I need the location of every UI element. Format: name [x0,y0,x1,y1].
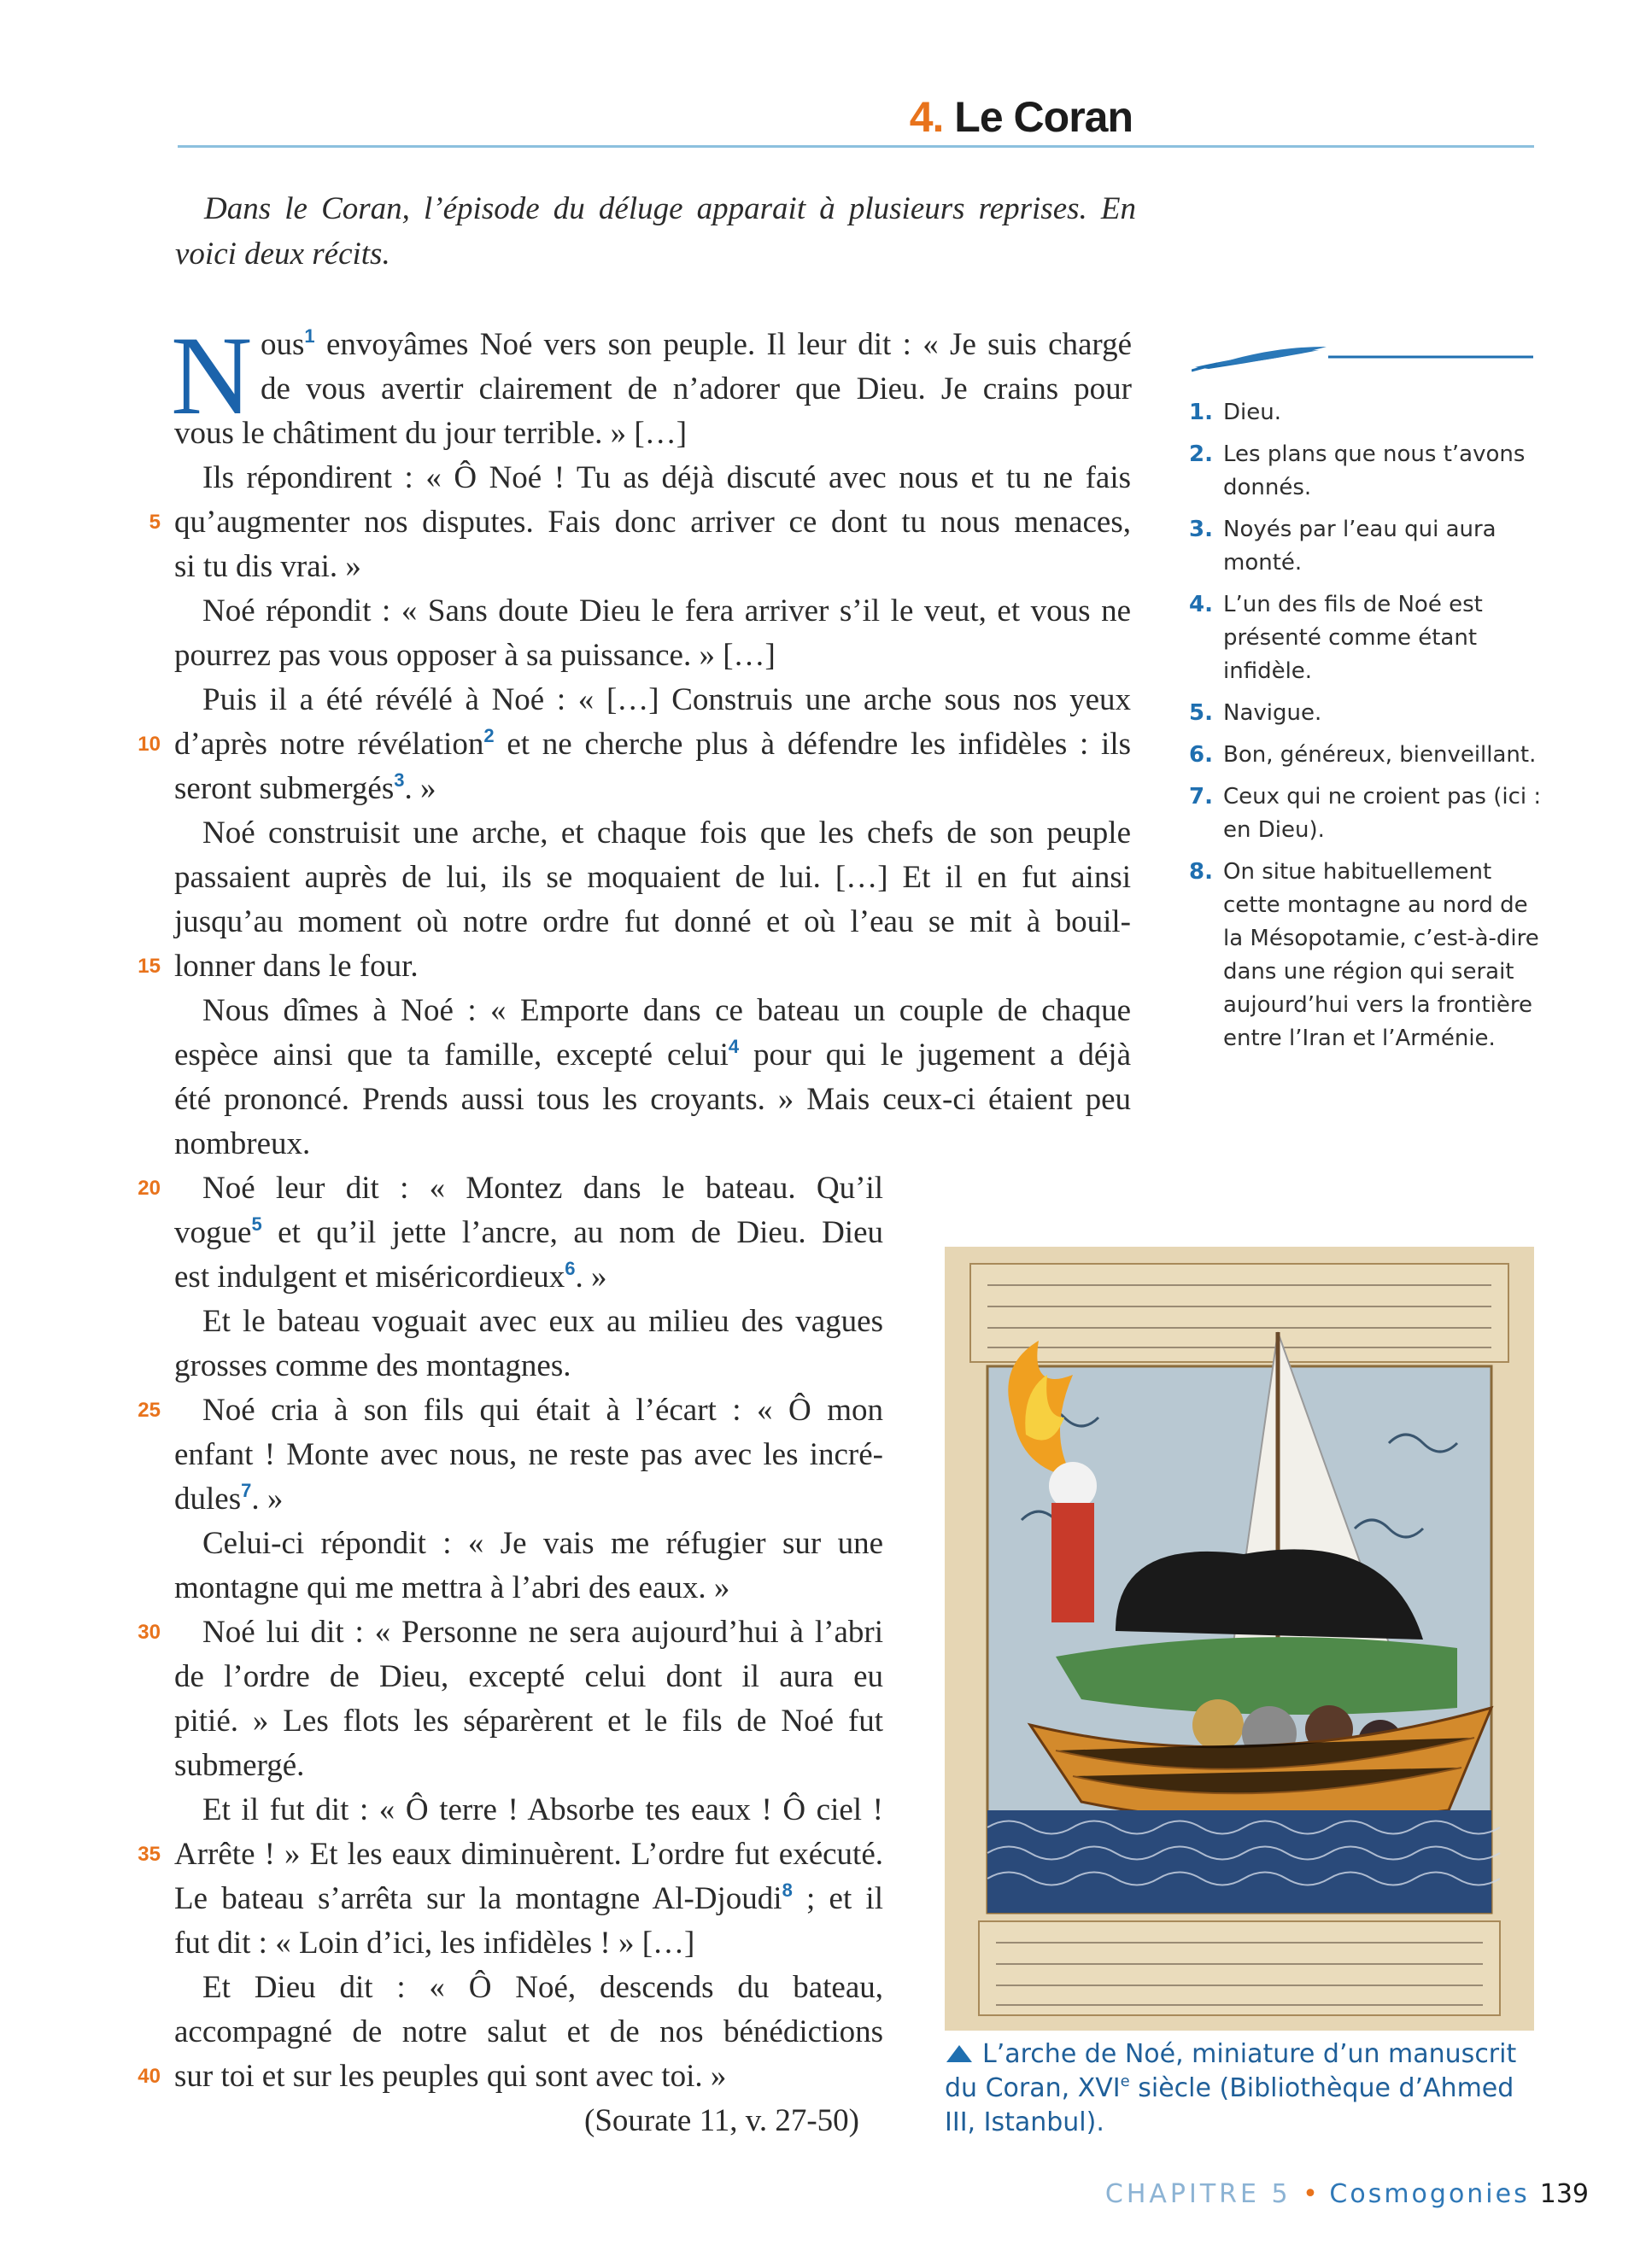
text-line-11: seront submergés$^3$. » [174,769,436,806]
drop-cap: N [171,313,253,438]
text-line-20: Noé leur dit : « Montez dans le bateau. Qu’il [202,1171,883,1206]
text-line-13: passaient auprès de lui, ils se moquaient de lui. […] Et il en fut ainsi [174,860,1131,895]
text-line-5: qu’augmenter nos disputes. Fais donc arriver ce dont tu nous menaces, [174,505,1131,540]
text-line-22: est indulgent et miséricordieux$^6$. » [174,1258,607,1295]
footer-section: Cosmogonies [1329,2179,1530,2209]
footnote-mark-4[interactable]: 4 [728,1036,740,1057]
footnotes-list [1189,396,1548,1064]
quill-divider-icon [1192,340,1533,374]
text-line-26: enfant ! Monte avec nous, ne reste pas avec les incré- [174,1437,883,1472]
text-line-1: ous$^1$ envoyâmes Noé vers son peuple. Il leur dit : « Je suis chargé [261,325,1132,362]
text-line-2: de vous avertir clairement de n’adorer que Dieu. Je crains pour [261,371,1132,406]
footnote-8: 8. On situe habituellement cette montagne au nord de la Mésopotamie, c’est-à-dire dans une région qui serait aujourd’hui vers la frontière entre l’Iran et l’Arménie. [1189,859,1539,1051]
image-caption: L’arche de Noé, miniature d’un manuscrit du Coran, XVIe siècle (Bibliothèque d’Ahmed III, Istanbul). [945,2039,1517,2137]
text-line-35: Arrête ! » Et les eaux diminuèrent. L’ordre fut exécuté. [174,1837,883,1872]
page-footer [1105,2179,1589,2209]
text-line-24: grosses comme des montagnes. [174,1348,571,1383]
text-line-31: de l’ordre de Dieu, excepté celui dont il aura eu [174,1659,883,1694]
section-number: 4. [909,93,944,141]
line-number: 10 [138,733,161,756]
section-heading [910,92,1133,142]
text-line-25: Noé cria à son fils qui était à l’écart : « Ô mon [202,1393,883,1428]
line-number: 20 [138,1177,161,1200]
footnote-3: 3. Noyés par l’eau qui aura monté. [1189,517,1496,576]
line-number: 40 [138,2065,161,2088]
text-line-28: Celui-ci répondit : « Je vais me réfugier sur une [202,1526,883,1561]
footnote-mark-2[interactable]: 2 [483,725,495,746]
text-line-10: d’après notre révélation$^2$ et ne cherche plus à défendre les infidèles : ils [174,725,1131,762]
text-line-14: jusqu’au moment où notre ordre fut donné et où l’eau se mit à bouil- [174,904,1131,939]
heading-rule [178,145,1534,148]
text-line-27: dules$^7$. » [174,1480,284,1517]
footnote-mark-5[interactable]: 5 [251,1213,262,1235]
text-line-3: vous le châtiment du jour terrible. » […] [174,416,688,451]
line-number: 15 [138,955,161,978]
page-number: 139 [1539,2179,1589,2209]
line-number: 30 [138,1621,161,1644]
text-line-17: espèce ainsi que ta famille, excepté celui$^4$ pour qui le jugement a déjà [174,1036,1131,1073]
footnote-1: 1. Dieu. [1189,400,1281,425]
footnote-6: 6. Bon, généreux, bienveillant. [1189,742,1537,768]
text-line-16: Nous dîmes à Noé : « Emporte dans ce bateau un couple de chaque [202,993,1131,1028]
section-title: Le Coran [954,93,1133,141]
footnote-5: 5. Navigue. [1189,700,1322,726]
footnote-mark-1[interactable]: 1 [304,325,315,347]
noah-ark-miniature-image [945,1247,1534,2031]
footnote-mark-7[interactable]: 7 [241,1480,252,1501]
text-line-34: Et il fut dit : « Ô terre ! Absorbe tes eaux ! Ô ciel ! [202,1792,883,1827]
footnote-7: 7. Ceux qui ne croient pas (ici : en Dieu). [1189,784,1542,843]
footer-chapter: CHAPITRE 5 [1104,2179,1292,2209]
text-line-32: pitié. » Les flots les séparèrent et le fils de Noé fut [174,1704,883,1739]
line-number: 35 [138,1843,161,1866]
text-line-9: Puis il a été révélé à Noé : « […] Construis une arche sous nos yeux [202,682,1131,717]
footnote-mark-3[interactable]: 3 [394,769,405,791]
intro-paragraph: Dans le Coran, l’épisode du déluge apparait à plusieurs reprises. En voici deux récits. [175,191,1136,272]
text-line-33: submergé. [174,1748,305,1783]
text-line-23: Et le bateau voguait avec eux au milieu des vagues [202,1304,883,1339]
text-line-18: été prononcé. Prends aussi tous les croyants. » Mais ceux-ci étaient peu [174,1082,1131,1117]
footnote-2: 2. Les plans que nous t’avons donnés. [1189,441,1526,500]
footnote-mark-8[interactable]: 8 [782,1879,793,1901]
text-line-40: sur toi et sur les peuples qui sont avec toi. » [174,2059,727,2094]
text-line-4: Ils répondirent : « Ô Noé ! Tu as déjà discuté avec nous et tu ne fais [202,460,1131,495]
line-number: 25 [138,1399,161,1422]
text-line-30: Noé lui dit : « Personne ne sera aujourd’hui à l’abri [202,1615,883,1650]
footer-bullet: • [1303,2179,1318,2209]
footnote-4: 4. L’un des fils de Noé est présenté comme étant infidèle. [1189,592,1483,684]
text-line-7: Noé répondit : « Sans doute Dieu le fera arriver s’il le veut, et vous ne [202,593,1131,628]
text-line-21: vogue$^5$ et qu’il jette l’ancre, au nom de Dieu. Dieu [174,1213,883,1250]
text-line-12: Noé construisit une arche, et chaque fois que les chefs de son peuple [202,815,1131,850]
text-line-29: montagne qui me mettra à l’abri des eaux. » [174,1570,730,1605]
text-line-8: pourrez pas vous opposer à sa puissance. » […] [174,638,776,673]
text-line-15: lonner dans le four. [174,949,419,984]
footnote-mark-6[interactable]: 6 [565,1258,576,1279]
text-line-19: nombreux. [174,1126,311,1161]
text-line-38: Et Dieu dit : « Ô Noé, descends du bateau, [202,1970,883,2005]
text-line-6: si tu dis vrai. » [174,549,361,584]
text-line-36: Le bateau s’arrêta sur la montagne Al-Djoudi$^8$ ; et il [174,1879,883,1916]
caption-triangle-icon [946,2045,972,2062]
source-reference: (Sourate 11, v. 27-50) [584,2103,859,2138]
line-number: 5 [149,511,161,534]
text-line-39: accompagné de notre salut et de nos bénédictions [174,2014,883,2049]
text-line-37: fut dit : « Loin d’ici, les infidèles ! » […] [174,1926,695,1961]
